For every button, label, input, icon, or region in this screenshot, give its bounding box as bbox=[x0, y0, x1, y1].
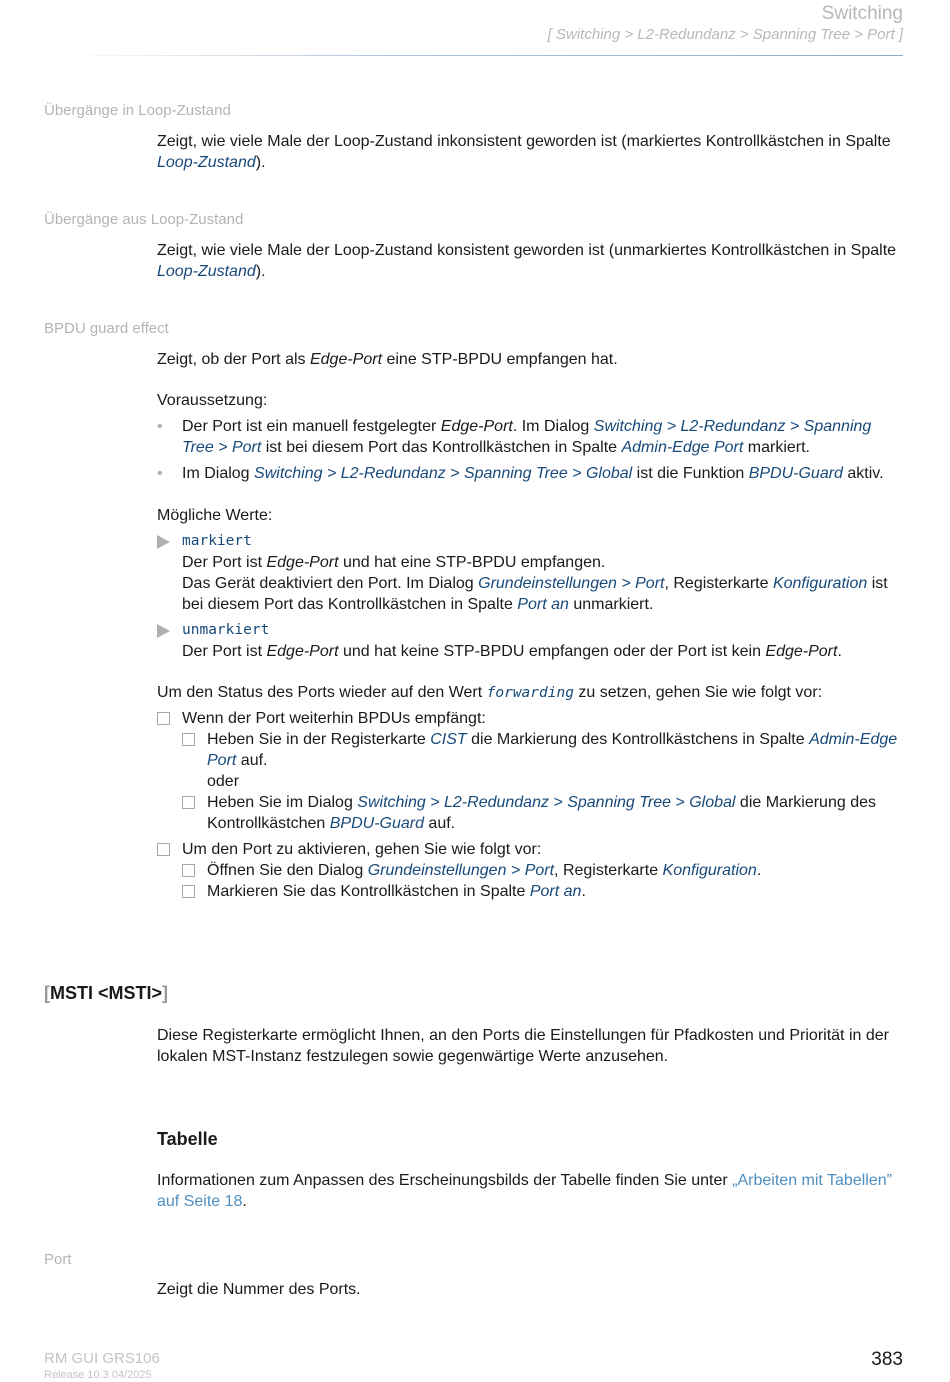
term-bpdu-guard-effect: BPDU guard effect bbox=[44, 320, 169, 337]
list-item: markiert Der Port ist Edge-Port und hat eine STP-BPDU empfangen. Das Gerät deaktiviert den Port. Im Dialog Grundeinstellungen > Port, Registerkarte Konfiguration ist bei diesem Port das Kontrollkästchen in Spalte Port an unmarkiert. bbox=[157, 531, 907, 615]
list-item: • Im Dialog Switching > L2-Redundanz > Spanning Tree > Global ist die Funktion BPDU-Guard aktiv. bbox=[157, 465, 884, 482]
desc-bpdu-intro: Zeigt, ob der Port als Edge-Port eine STP-BPDU empfangen hat. bbox=[157, 351, 618, 368]
triangle-bullet-icon bbox=[157, 624, 170, 638]
triangle-bullet-icon bbox=[157, 535, 170, 549]
restore-steps bbox=[157, 708, 907, 902]
list-item: Heben Sie im Dialog Switching > L2-Redundanz > Spanning Tree > Global die Markierung des Kontrollkästchen BPDU-Guard auf. bbox=[182, 792, 907, 834]
restore-intro: Um den Status des Ports wieder auf den Wert forwarding zu setzen, gehen Sie wie folgt vor: bbox=[157, 684, 823, 701]
header-title: Switching bbox=[821, 3, 903, 24]
list-item: Heben Sie in der Registerkarte CIST die Markierung des Kontrollkästchens in Spalte Admin-Edge Port auf. oder bbox=[182, 729, 907, 792]
desc-port: Zeigt die Nummer des Ports. bbox=[157, 1281, 361, 1298]
term-loop-in: Übergänge in Loop-Zustand bbox=[44, 102, 231, 119]
checkbox-bullet-icon bbox=[157, 712, 170, 725]
desc-loop-in: Zeigt, wie viele Male der Loop-Zustand inkonsistent geworden ist (markiertes Kontrollkästchen in Spalte Loop-Zustand). bbox=[157, 133, 891, 171]
list-item: Öffnen Sie den Dialog Grundeinstellungen > Port, Registerkarte Konfiguration. bbox=[182, 860, 907, 881]
subheading-table: Tabelle bbox=[157, 1129, 218, 1149]
header-divider bbox=[60, 55, 903, 56]
values-list bbox=[157, 531, 907, 662]
list-item: Wenn der Port weiterhin BPDUs empfängt: Heben Sie in der Registerkarte CIST die Markierung des Kontrollkästchens in Spalte Admin-Edge Port auf. oder Heben Sie im Dialog Switching > L2-Redundanz > Spanning Tree > Global die Markierung des Kontrollkästchen BPDU-Guard auf. bbox=[157, 708, 907, 834]
desc-loop-out: Zeigt, wie viele Male der Loop-Zustand konsistent geworden ist (unmarkiertes Kontrollkästchen in Spalte Loop-Zustand). bbox=[157, 242, 897, 280]
term-port: Port bbox=[44, 1251, 72, 1268]
prerequisite-list bbox=[157, 416, 907, 484]
bullet-icon: • bbox=[157, 465, 163, 482]
msti-description: Diese Registerkarte ermöglicht Ihnen, an den Ports die Einstellungen für Pfadkosten und Priorität in der lokalen MST-Instanz festzulegen sowie gegenwärtige Werte anzusehen. bbox=[157, 1027, 889, 1065]
list-item: Um den Port zu aktivieren, gehen Sie wie folgt vor: Öffnen Sie den Dialog Grundeinstellungen > Port, Registerkarte Konfiguration. Markieren Sie das Kontrollkästchen in Spalte Port an. bbox=[157, 839, 907, 902]
footer-doc-title: RM GUI GRS106 bbox=[44, 1350, 160, 1367]
tables-link[interactable]: „Arbeiten mit Tabellen” auf Seite 18 bbox=[157, 1172, 892, 1210]
checkbox-bullet-icon bbox=[182, 864, 195, 877]
section-heading-msti: [MSTI <MSTI>] bbox=[44, 983, 169, 1003]
list-item: unmarkiert Der Port ist Edge-Port und hat keine STP-BPDU empfangen oder der Port ist kein Edge-Port. bbox=[157, 620, 907, 662]
prerequisite-title: Voraussetzung: bbox=[157, 392, 268, 409]
checkbox-bullet-icon bbox=[182, 796, 195, 809]
list-item: Markieren Sie das Kontrollkästchen in Spalte Port an. bbox=[182, 881, 907, 902]
checkbox-bullet-icon bbox=[182, 733, 195, 746]
breadcrumb: [ Switching > L2-Redundanz > Spanning Tree > Port ] bbox=[547, 26, 903, 43]
term-loop-out: Übergänge aus Loop-Zustand bbox=[44, 211, 244, 228]
checkbox-bullet-icon bbox=[157, 843, 170, 856]
table-description: Informationen zum Anpassen des Erscheinungsbilds der Tabelle finden Sie unter „Arbeiten mit Tabellen” auf Seite 18. bbox=[157, 1172, 892, 1210]
value-unmarkiert: unmarkiert bbox=[182, 622, 270, 638]
list-item: • Der Port ist ein manuell festgelegter Edge-Port. Im Dialog Switching > L2-Redundanz > Spanning Tree > Port ist bei diesem Port das Kontrollkästchen in Spalte Admin-Edge Port markiert. bbox=[157, 418, 872, 456]
page-number: 383 bbox=[871, 1349, 903, 1370]
checkbox-bullet-icon bbox=[182, 885, 195, 898]
value-markiert: markiert bbox=[182, 533, 252, 549]
or-label: oder bbox=[207, 773, 240, 790]
bullet-icon: • bbox=[157, 418, 163, 435]
values-title: Mögliche Werte: bbox=[157, 507, 273, 524]
footer-release: Release 10.3 04/2025 bbox=[44, 1369, 152, 1381]
